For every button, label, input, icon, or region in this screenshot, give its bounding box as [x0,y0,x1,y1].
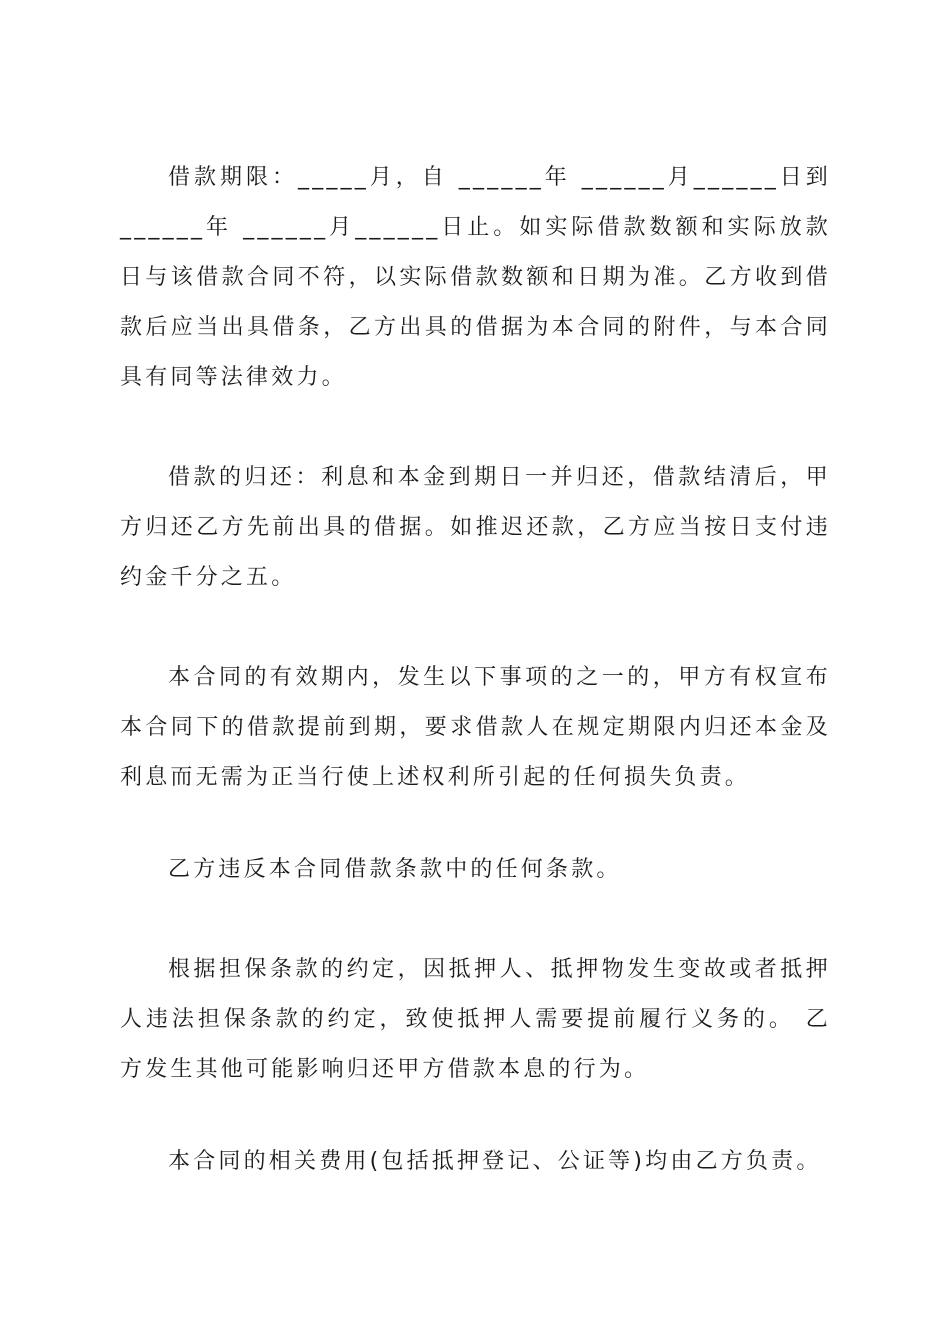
paragraph-fees: 本合同的相关费用(包括抵押登记、公证等)均由乙方负责。 [168,1149,822,1174]
paragraph-breach: 乙方违反本合同借款条款中的任何条款。 [168,857,622,882]
paragraph-repayment: 借款的归还：利息和本金到期日一并归还，借款结清后，甲方归还乙方先前出具的借据。如推迟还款，乙方应当按日支付违约金千分之五。 [120,465,831,590]
paragraph-spacer [120,603,831,653]
paragraph-loan-term: 借款期限：_____月，自 ______年 ______月______日到 ______年 ______月______日止。如实际借款数额和实际放款日与该借款合同不符，以实际借款数额和日期为准。乙方收到借款后应当出具借条，乙方出具的借据为本合同的附件，与本合同具有同等法律效力。 [120,165,831,390]
paragraph-spacer [120,403,831,453]
paragraph-spacer [120,895,831,945]
document-body [120,153,831,1187]
paragraph-spacer [120,803,831,845]
paragraph-acceleration: 本合同的有效期内，发生以下事项的之一的，甲方有权宣布本合同下的借款提前到期，要求借款人在规定期限内归还本金及利息而无需为正当行使上述权利所引起的任何损失负责。 [120,665,831,790]
paragraph-guarantee: 根据担保条款的约定，因抵押人、抵押物发生变故或者抵押人违法担保条款的约定，致使抵押人需要提前履行义务的。 乙方发生其他可能影响归还甲方借款本息的行为。 [120,957,831,1082]
paragraph-spacer [120,1095,831,1137]
